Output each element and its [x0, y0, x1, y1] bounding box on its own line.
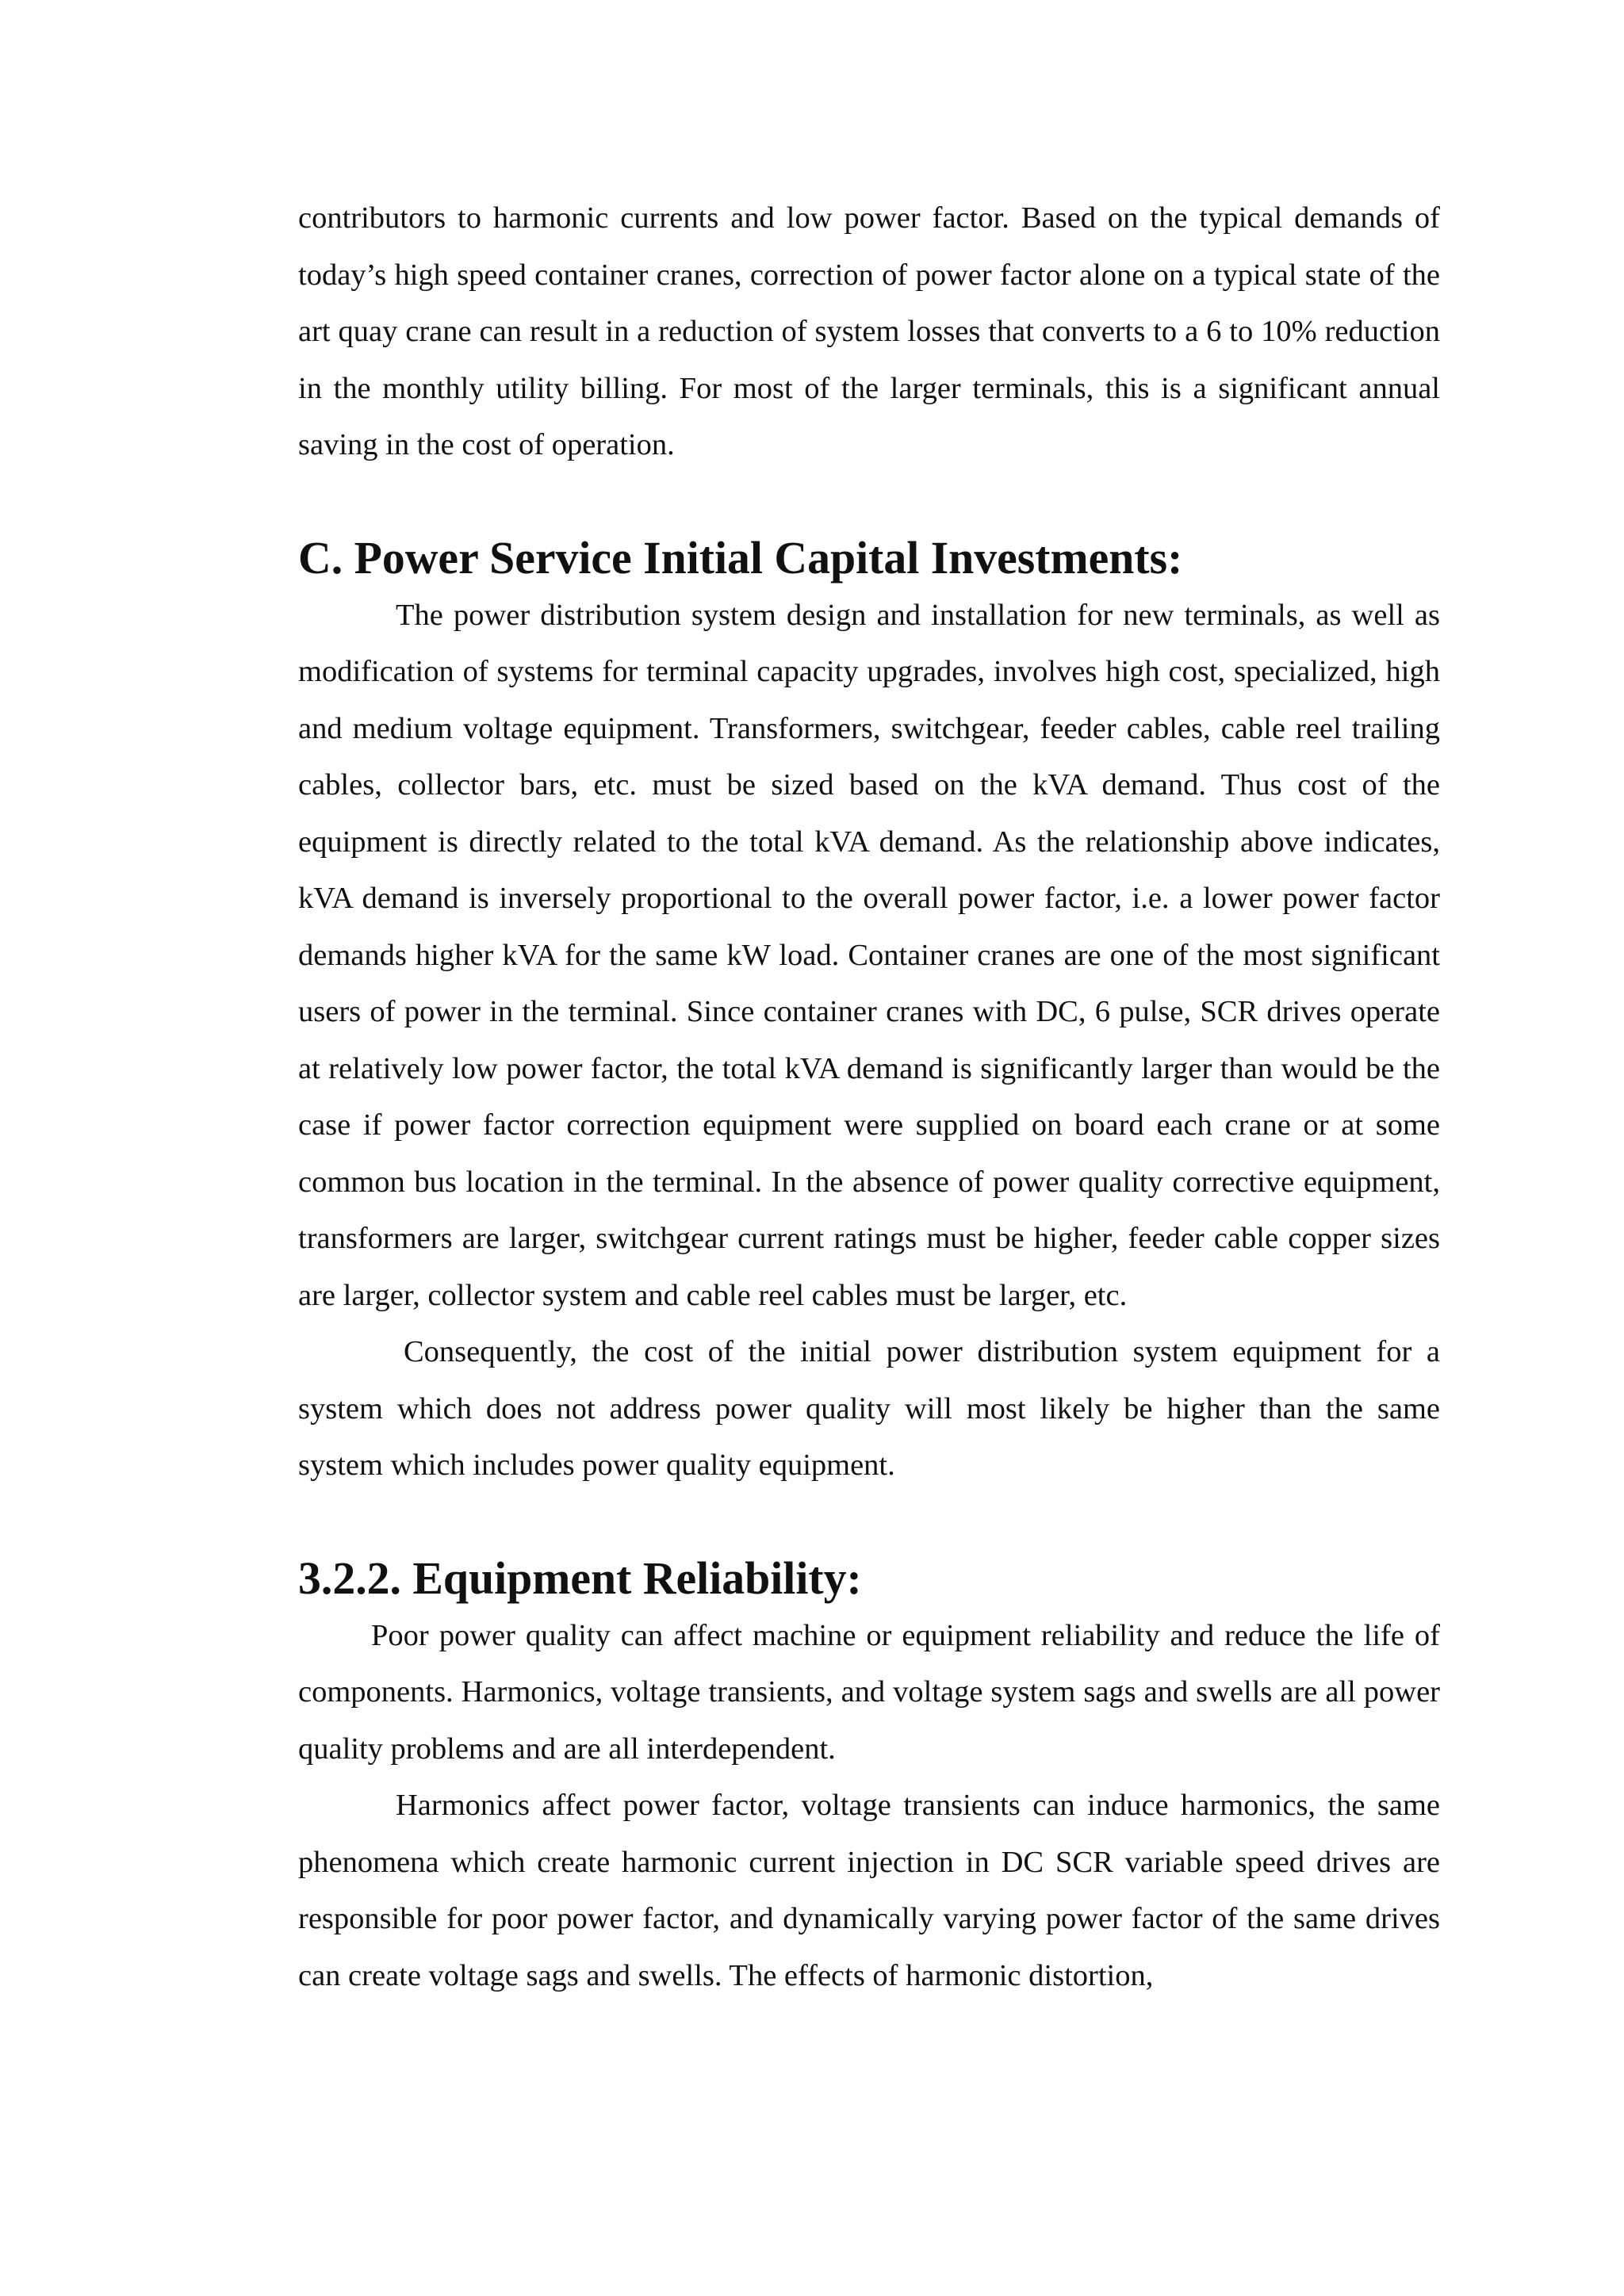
- intro-paragraph: contributors to harmonic currents and low power factor. Based on the typical demands of today’s high speed container cranes, correction of power factor alone on a typical state of the art quay crane can result in a reduction of system losses that converts to a 6 to 10% reduction in the monthly utility billing. For most of the larger terminals, this is a significant annual saving in the cost of operation.: [298, 201, 1440, 461]
- section-322-heading: 3.2.2. Equipment Reliability:: [298, 1554, 862, 1604]
- document-page: [298, 190, 1440, 2004]
- section-spacer: [298, 474, 1440, 531]
- section-c-heading: C. Power Service Initial Capital Investments:: [298, 534, 1183, 584]
- section-322-paragraph-1: Poor power quality can affect machine or equipment reliability and reduce the life of components. Harmonics, voltage transients, and voltage system sags and swells are all power quality problems and are all interdependent.: [298, 1618, 1440, 1766]
- section-322-paragraph-2: Harmonics affect power factor, voltage transients can induce harmonics, the same phenomena which create harmonic current injection in DC SCR variable speed drives are responsible for poor power factor, and dynamically varying power factor of the same drives can create voltage sags and swells. The effects of harmonic distortion,: [298, 1789, 1440, 1992]
- section-spacer: [298, 1494, 1440, 1552]
- section-c-paragraph-1: The power distribution system design and installation for new terminals, as well as modification of systems for terminal capacity upgrades, involves high cost, specialized, high and medium voltage equipment. Transformers, switchgear, feeder cables, cable reel trailing cables, collector bars, etc. must be sized based on the kVA demand. Thus cost of the equipment is directly related to the total kVA demand. As the relationship above indicates, kVA demand is inversely proportional to the overall power factor, i.e. a lower power factor demands higher kVA for the same kW load. Container cranes are one of the most significant users of power in the terminal. Since container cranes with DC, 6 pulse, SCR drives operate at relatively low power factor, the total kVA demand is significantly larger than would be the case if power factor correction equipment were supplied on board each crane or at some common bus location in the terminal. In the absence of power quality corrective equipment, transformers are larger, switchgear current ratings must be higher, feeder cable copper sizes are larger, collector system and cable reel cables must be larger, etc.: [298, 598, 1440, 1312]
- section-c-paragraph-2: Consequently, the cost of the initial power distribution system equipment for a system which does not address power quality will most likely be higher than the same system which includes power quality equipment.: [298, 1335, 1440, 1482]
